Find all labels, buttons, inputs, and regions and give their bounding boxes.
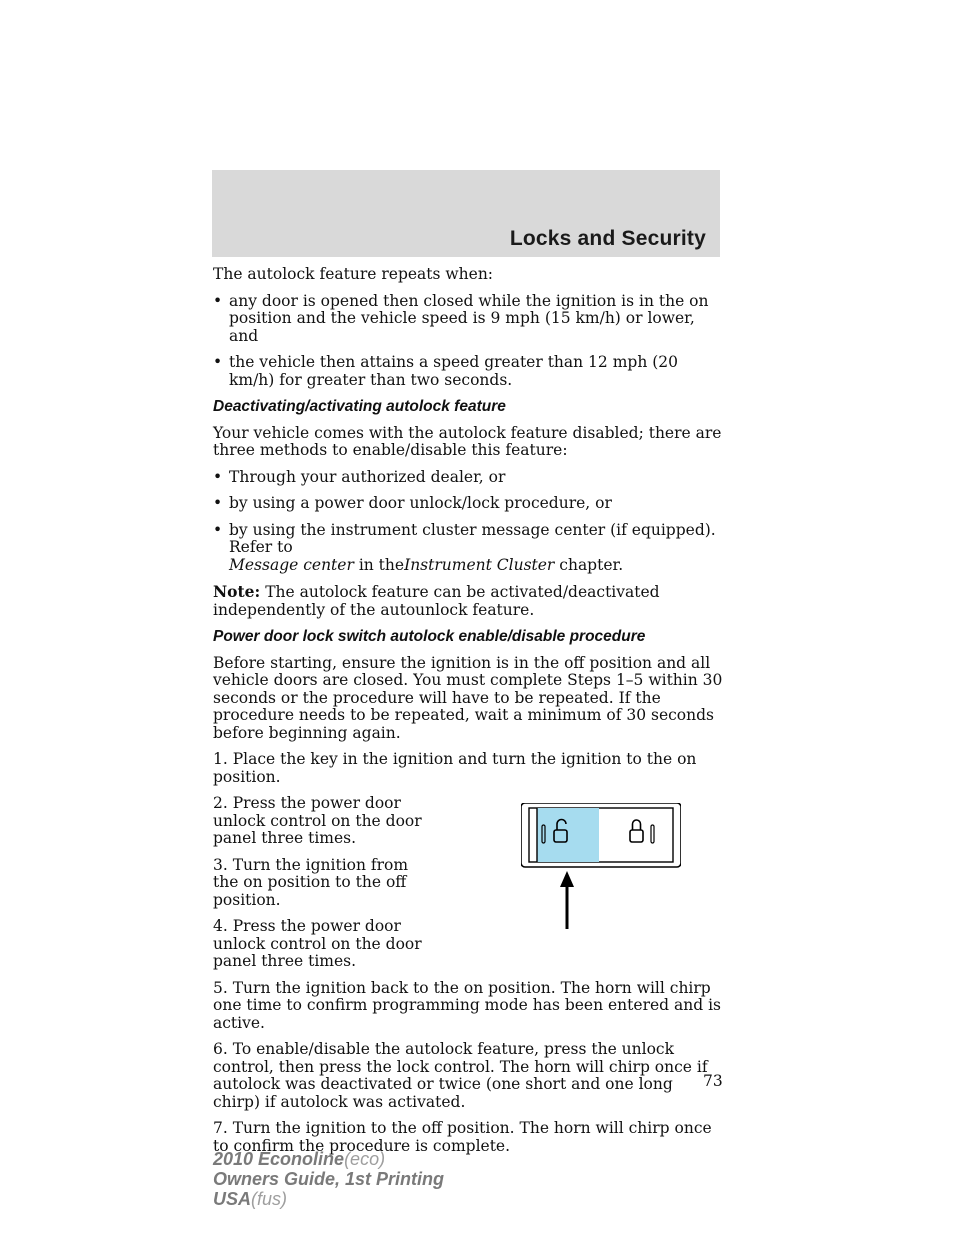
step-item: 6. To enable/disable the autolock feature, press the unlock control, then press the lock control. The horn will chirp once if autolock was deactivated or twice (one short and one long chirp) if autolock was activated.: [213, 1040, 708, 1111]
step-item: 4. Press the power door unlock control on the door panel three times.: [213, 917, 422, 970]
cross-reference: Message center: [229, 555, 354, 574]
bullet-item: • the vehicle then attains a speed greater than 12 mph (20 km/h) for greater than two seconds.: [213, 353, 679, 389]
bullet-dot: •: [213, 291, 223, 310]
door-lock-switch-figure: [521, 803, 681, 933]
page-content: [213, 266, 723, 1164]
bullet-item: • by using a power door unlock/lock procedure, or: [213, 494, 612, 512]
step-item: 2. Press the power door unlock control on the door panel three times.: [213, 794, 422, 847]
unlock-control-highlight: [537, 808, 599, 862]
bullet-item: • Through your authorized dealer, or: [213, 467, 506, 486]
steps-with-figure: [213, 795, 723, 971]
bullet-dot: •: [213, 467, 223, 486]
bullet-dot: •: [213, 520, 223, 539]
section-heading: Deactivating/activating autolock feature: [213, 398, 506, 415]
arrow-up-icon: [560, 871, 574, 929]
section-heading: Power door lock switch autolock enable/disable procedure: [213, 628, 646, 645]
step-item: 1. Place the key in the ignition and turn the ignition to the on position.: [213, 750, 697, 786]
intro-text: The autolock feature repeats when:: [213, 265, 494, 283]
note-label: Note:: [213, 582, 261, 601]
page-number: 73: [703, 1072, 723, 1090]
bullet-dot: •: [213, 353, 223, 371]
footer-imprint: 2010 Econoline(eco) Owners Guide, 1st Printing USA(fus): [213, 1149, 445, 1209]
bullet-item: • by using the instrument cluster message center (if equipped). Refer to Message center in theInstrument Cluster chapter.: [213, 520, 716, 574]
section-header-band: [212, 170, 720, 257]
bullet-item: • any door is opened then closed while the ignition is in the on position and the vehicle speed is 9 mph (15 km/h) or lower, and: [213, 291, 709, 345]
section-title: Locks and Security: [509, 227, 706, 250]
step-item: 3. Turn the ignition from the on position to the off position.: [213, 855, 409, 909]
step-item: 5. Turn the ignition back to the on position. The horn will chirp one time to confirm programming mode has been entered and is active.: [213, 978, 721, 1032]
step-item: 7. Turn the ignition to the off position. The horn will chirp once to confirm the procedure is complete.: [213, 1119, 712, 1155]
note-paragraph: Note: The autolock feature can be activated/deactivated independently of the autounlock feature.: [213, 582, 660, 619]
paragraph: Before starting, ensure the ignition is in the off position and all vehicle doors are closed. You must complete Steps 1–5 within 30 seconds or the procedure will have to be repeated. If the procedure needs to be repeated, wait a minimum of 30 seconds before beginning again.: [213, 653, 723, 742]
cross-reference: Instrument Cluster: [404, 555, 555, 574]
paragraph: Your vehicle comes with the autolock feature disabled; there are three methods to enable/disable this feature:: [213, 423, 722, 459]
bullet-dot: •: [213, 494, 223, 512]
